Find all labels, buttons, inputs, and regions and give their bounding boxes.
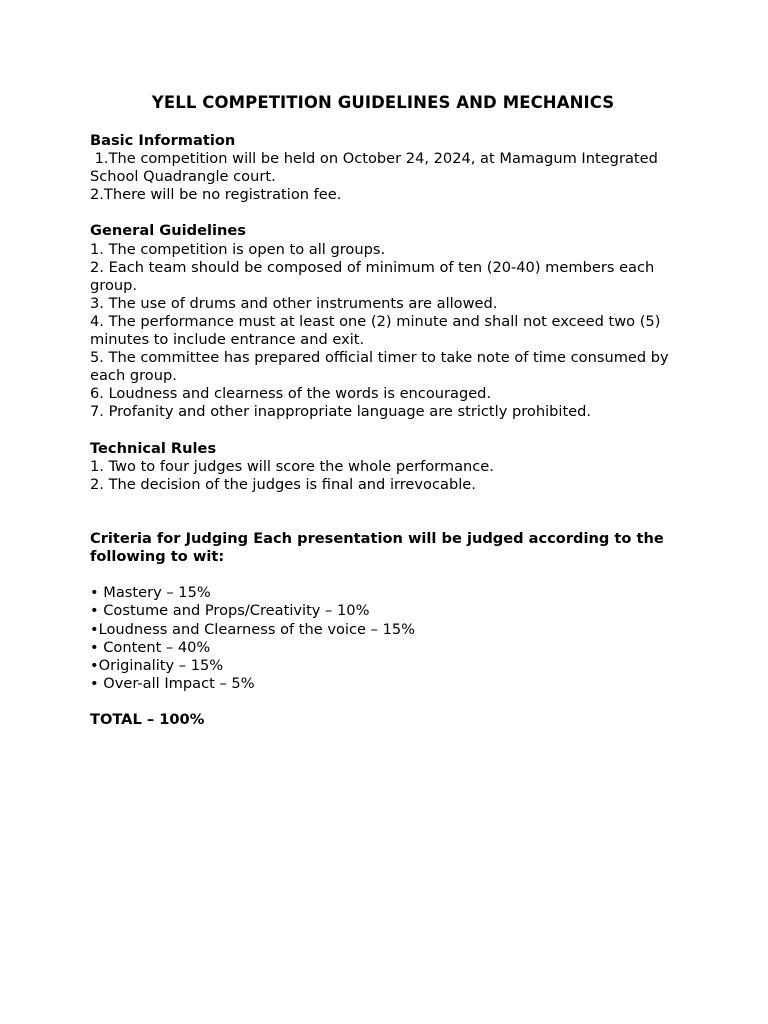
section-heading-technical-rules: Technical Rules xyxy=(90,439,217,457)
guideline-item-7: 7. Profanity and other inappropriate language are strictly prohibited. xyxy=(90,403,592,421)
document-title: YELL COMPETITION GUIDELINES AND MECHANICS xyxy=(151,93,615,112)
section-heading-basic-information: Basic Information xyxy=(90,132,236,149)
criteria-item-6: • Over-all Impact – 5% xyxy=(90,674,255,692)
section-heading-criteria: Criteria for Judging Each presentation will be judged according to the following to wit: xyxy=(90,530,664,566)
document-body xyxy=(90,93,690,729)
criteria-item-2: • Costume and Props/Creativity – 10% xyxy=(90,602,370,620)
total-line: TOTAL – 100% xyxy=(90,711,205,728)
spacer xyxy=(90,566,690,584)
spacer xyxy=(90,422,690,440)
basic-info-item-2: 2.There will be no registration fee. xyxy=(90,186,342,204)
guideline-item-2: 2. Each team should be composed of minimum of ten (20-40) members each group. xyxy=(90,258,659,294)
section-technical-rules xyxy=(90,440,690,494)
technical-rule-item-1: 1. Two to four judges will score the whole performance. xyxy=(90,457,494,475)
spacer xyxy=(90,693,690,711)
basic-info-item-1: 1.The competition will be held on October 24, 2024, at Mamagum Integrated School Quadrangle court. xyxy=(90,150,663,186)
technical-rule-item-2: 2. The decision of the judges is final and irrevocable. xyxy=(90,475,476,493)
guideline-item-4: 4. The performance must at least one (2) minute and shall not exceed two (5) minutes to include entrance and exit. xyxy=(90,312,666,349)
criteria-item-1: • Mastery – 15% xyxy=(90,584,211,602)
spacer xyxy=(90,494,690,530)
criteria-item-4: • Content – 40% xyxy=(90,638,211,656)
section-heading-general-guidelines: General Guidelines xyxy=(90,222,246,240)
guideline-item-3: 3. The use of drums and other instruments are allowed. xyxy=(90,294,498,312)
spacer xyxy=(90,204,690,222)
criteria-item-3: •Loudness and Clearness of the voice – 15% xyxy=(90,620,416,638)
criteria-item-5: •Originality – 15% xyxy=(90,656,224,674)
guideline-item-6: 6. Loudness and clearness of the words is encouraged. xyxy=(90,385,492,403)
guideline-item-5: 5. The committee has prepared official timer to take note of time consumed by each group. xyxy=(90,349,674,385)
section-general-guidelines xyxy=(90,222,690,421)
section-basic-information xyxy=(90,132,690,204)
section-criteria xyxy=(90,530,690,693)
guideline-item-1: 1. The competition is open to all groups. xyxy=(90,240,386,258)
